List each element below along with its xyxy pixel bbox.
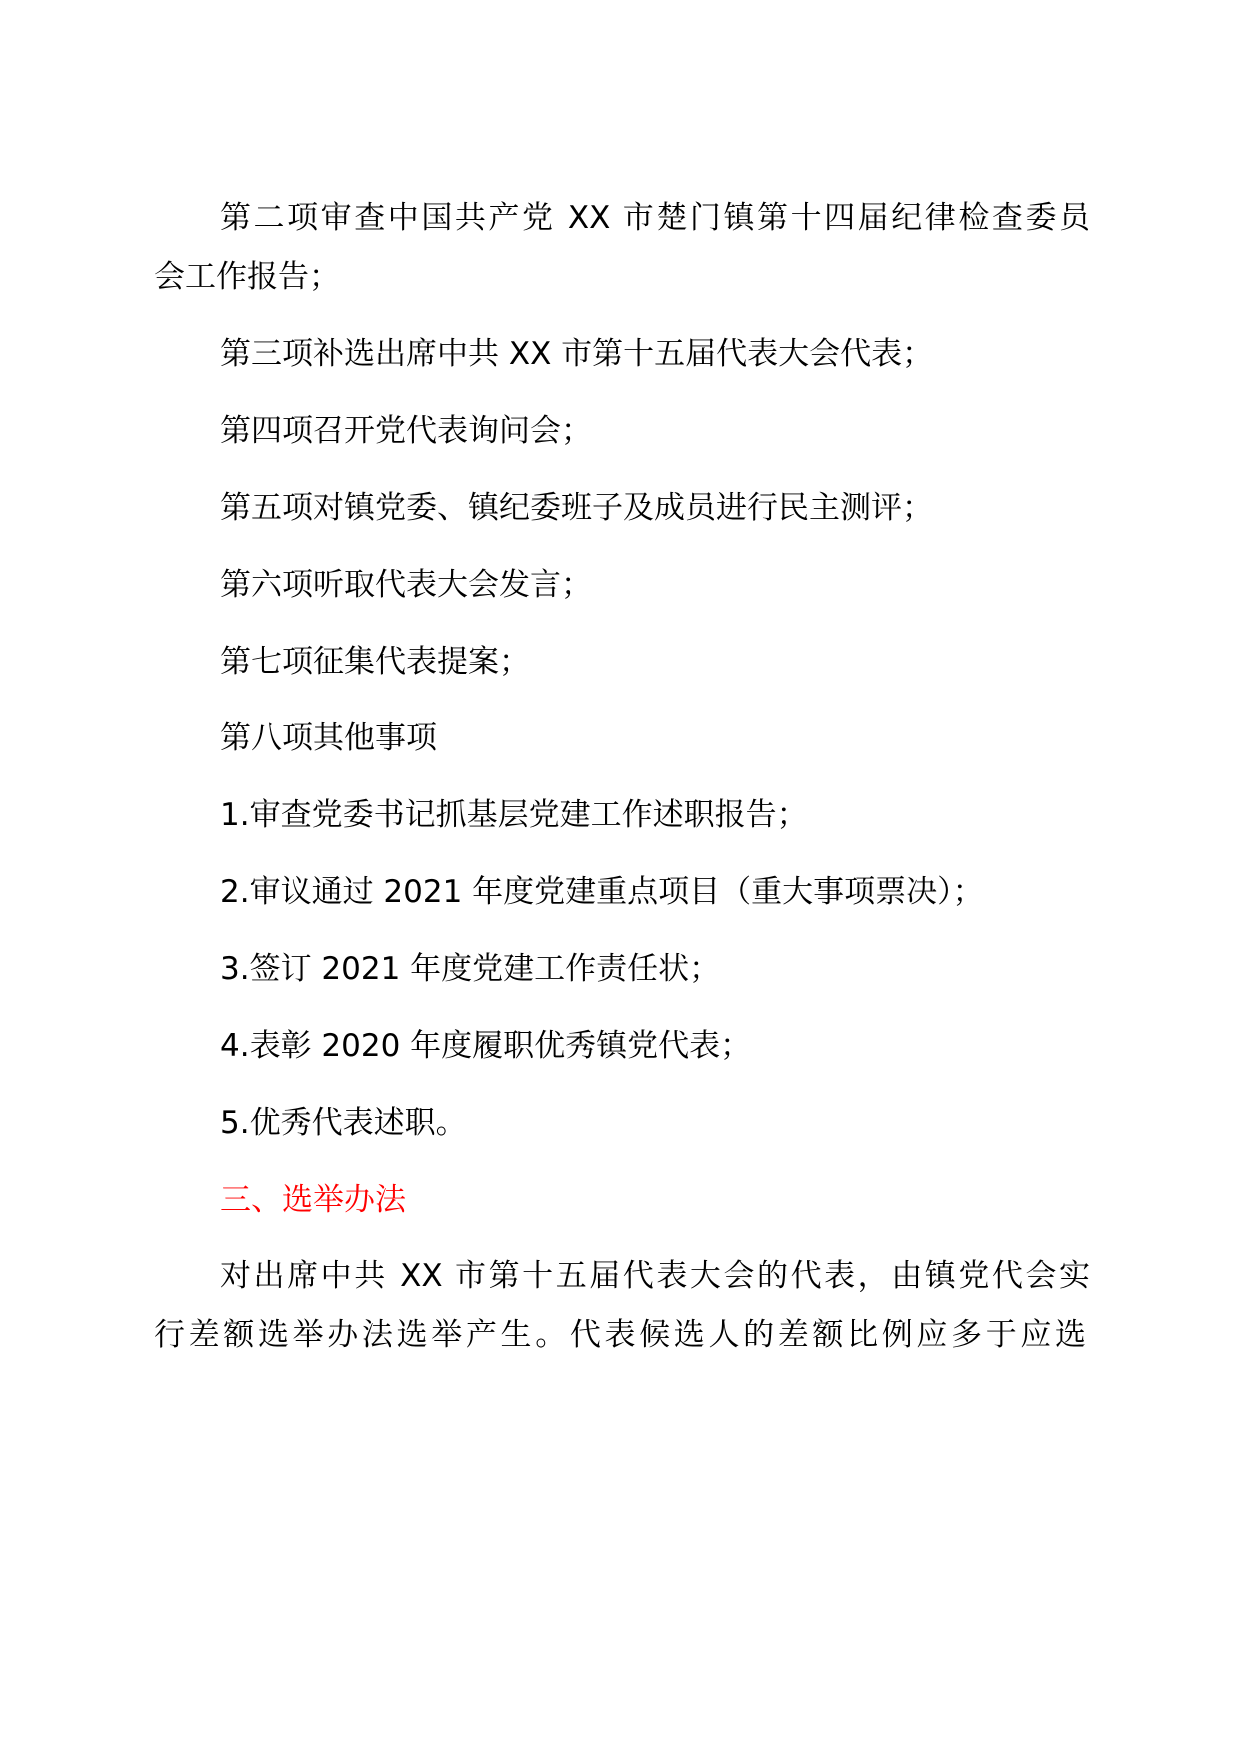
closing-paragraph-line-2: 行差额选举办法选举产生。代表候选人的差额比例应多于应选 <box>154 1317 1086 1353</box>
agenda-item-6: 第六项听取代表大会发言； <box>220 567 592 603</box>
agenda-item-4: 第四项召开党代表询问会； <box>220 413 592 449</box>
section-heading: 三、选举办法 <box>220 1182 406 1218</box>
sub-item-1: 1.审查党委书记抓基层党建工作述职报告； <box>220 797 808 833</box>
agenda-item-5: 第五项对镇党委、镇纪委班子及成员进行民主测评； <box>220 490 933 526</box>
agenda-item-2-line-1: 第二项审查中国共产党 XX 市楚门镇第十四届纪律检查委员 <box>220 200 1090 236</box>
agenda-item-2-line-2: 会工作报告； <box>154 259 340 295</box>
agenda-item-3: 第三项补选出席中共 XX 市第十五届代表大会代表； <box>220 336 934 372</box>
sub-item-5: 5.优秀代表述职。 <box>220 1105 467 1141</box>
sub-item-4: 4.表彰 2020 年度履职优秀镇党代表； <box>220 1028 752 1064</box>
sub-item-2: 2.审议通过 2021 年度党建重点项目（重大事项票决）； <box>220 874 984 910</box>
closing-paragraph-line-1: 对出席中共 XX 市第十五届代表大会的代表，由镇党代会实 <box>220 1258 1090 1294</box>
agenda-item-7: 第七项征集代表提案； <box>220 644 530 680</box>
sub-item-3: 3.签订 2021 年度党建工作责任状； <box>220 951 721 987</box>
agenda-item-8: 第八项其他事项 <box>220 720 437 756</box>
